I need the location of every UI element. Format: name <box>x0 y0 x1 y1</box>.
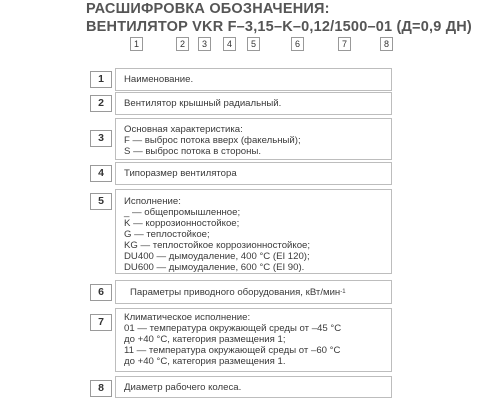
marker-2: 2 <box>176 37 189 51</box>
marker-5: 5 <box>247 37 260 51</box>
item-text: 01 — температура окружающей среды от –45 °C <box>124 323 342 334</box>
item-text: до +40 °C, категория размещения 1. <box>124 356 286 367</box>
marker-3: 3 <box>198 37 211 51</box>
item-box-1 <box>115 68 392 91</box>
item-number-8: 8 <box>90 380 112 397</box>
item-number-7: 7 <box>90 314 112 331</box>
item-text: Климатическое исполнение: <box>124 312 251 323</box>
item-number-5: 5 <box>90 193 112 210</box>
item-text: Исполнение: <box>124 196 181 207</box>
marker-row <box>0 37 500 51</box>
item-text: Параметры приводного оборудования, кВт/мин$^{-1}$ <box>130 286 346 298</box>
item-number-4: 4 <box>90 165 112 182</box>
item-box-4 <box>115 162 392 185</box>
item-text: DU600 — дымоудаление, 600 °C (EI 90). <box>124 262 305 273</box>
item-text: K — коррозионностойкое; <box>124 218 240 229</box>
item-text: до +40 °C, категория размещения 1; <box>124 334 286 345</box>
marker-8: 8 <box>380 37 393 51</box>
item-text: G — теплостойкое; <box>124 229 210 240</box>
item-text: _ — общепромышленное; <box>124 207 241 218</box>
item-number-3: 3 <box>90 130 112 147</box>
item-box-7 <box>115 308 392 372</box>
item-text: 11 — температура окружающей среды от –60 °C <box>124 345 341 356</box>
marker-6: 6 <box>291 37 304 51</box>
item-box-2 <box>115 92 392 115</box>
item-text: DU400 — дымоудаление, 400 °C (EI 120); <box>124 251 310 262</box>
item-number-2: 2 <box>90 95 112 112</box>
marker-4: 4 <box>223 37 236 51</box>
item-text: Диаметр рабочего колеса. <box>124 381 242 393</box>
item-box-8 <box>115 376 392 398</box>
item-number-1: 1 <box>90 71 112 88</box>
marker-7: 7 <box>338 37 351 51</box>
item-text: Наименование. <box>124 74 194 85</box>
item-text: Основная характеристика: <box>124 124 243 135</box>
designation-code: ВЕНТИЛЯТОР VKR F–3,15–K–0,12/1500–01 (Д=0,9 ДН) <box>86 19 472 35</box>
item-box-3 <box>115 118 392 160</box>
item-box-5 <box>115 189 392 274</box>
item-text: F — выброс потока вверх (факельный); <box>124 135 301 146</box>
page-title: РАСШИФРОВКА ОБОЗНАЧЕНИЯ: <box>86 1 330 17</box>
item-text: KG — теплостойкое коррозионностойкое; <box>124 240 311 251</box>
item-text: S — выброс потока в стороны. <box>124 146 262 157</box>
marker-1: 1 <box>130 37 143 51</box>
item-number-6: 6 <box>90 284 112 301</box>
item-box-6 <box>115 280 392 304</box>
item-text: Вентилятор крышный радиальный. <box>124 98 282 109</box>
item-text: Типоразмер вентилятора <box>124 168 237 179</box>
unit-superscript: -1 <box>340 288 346 295</box>
